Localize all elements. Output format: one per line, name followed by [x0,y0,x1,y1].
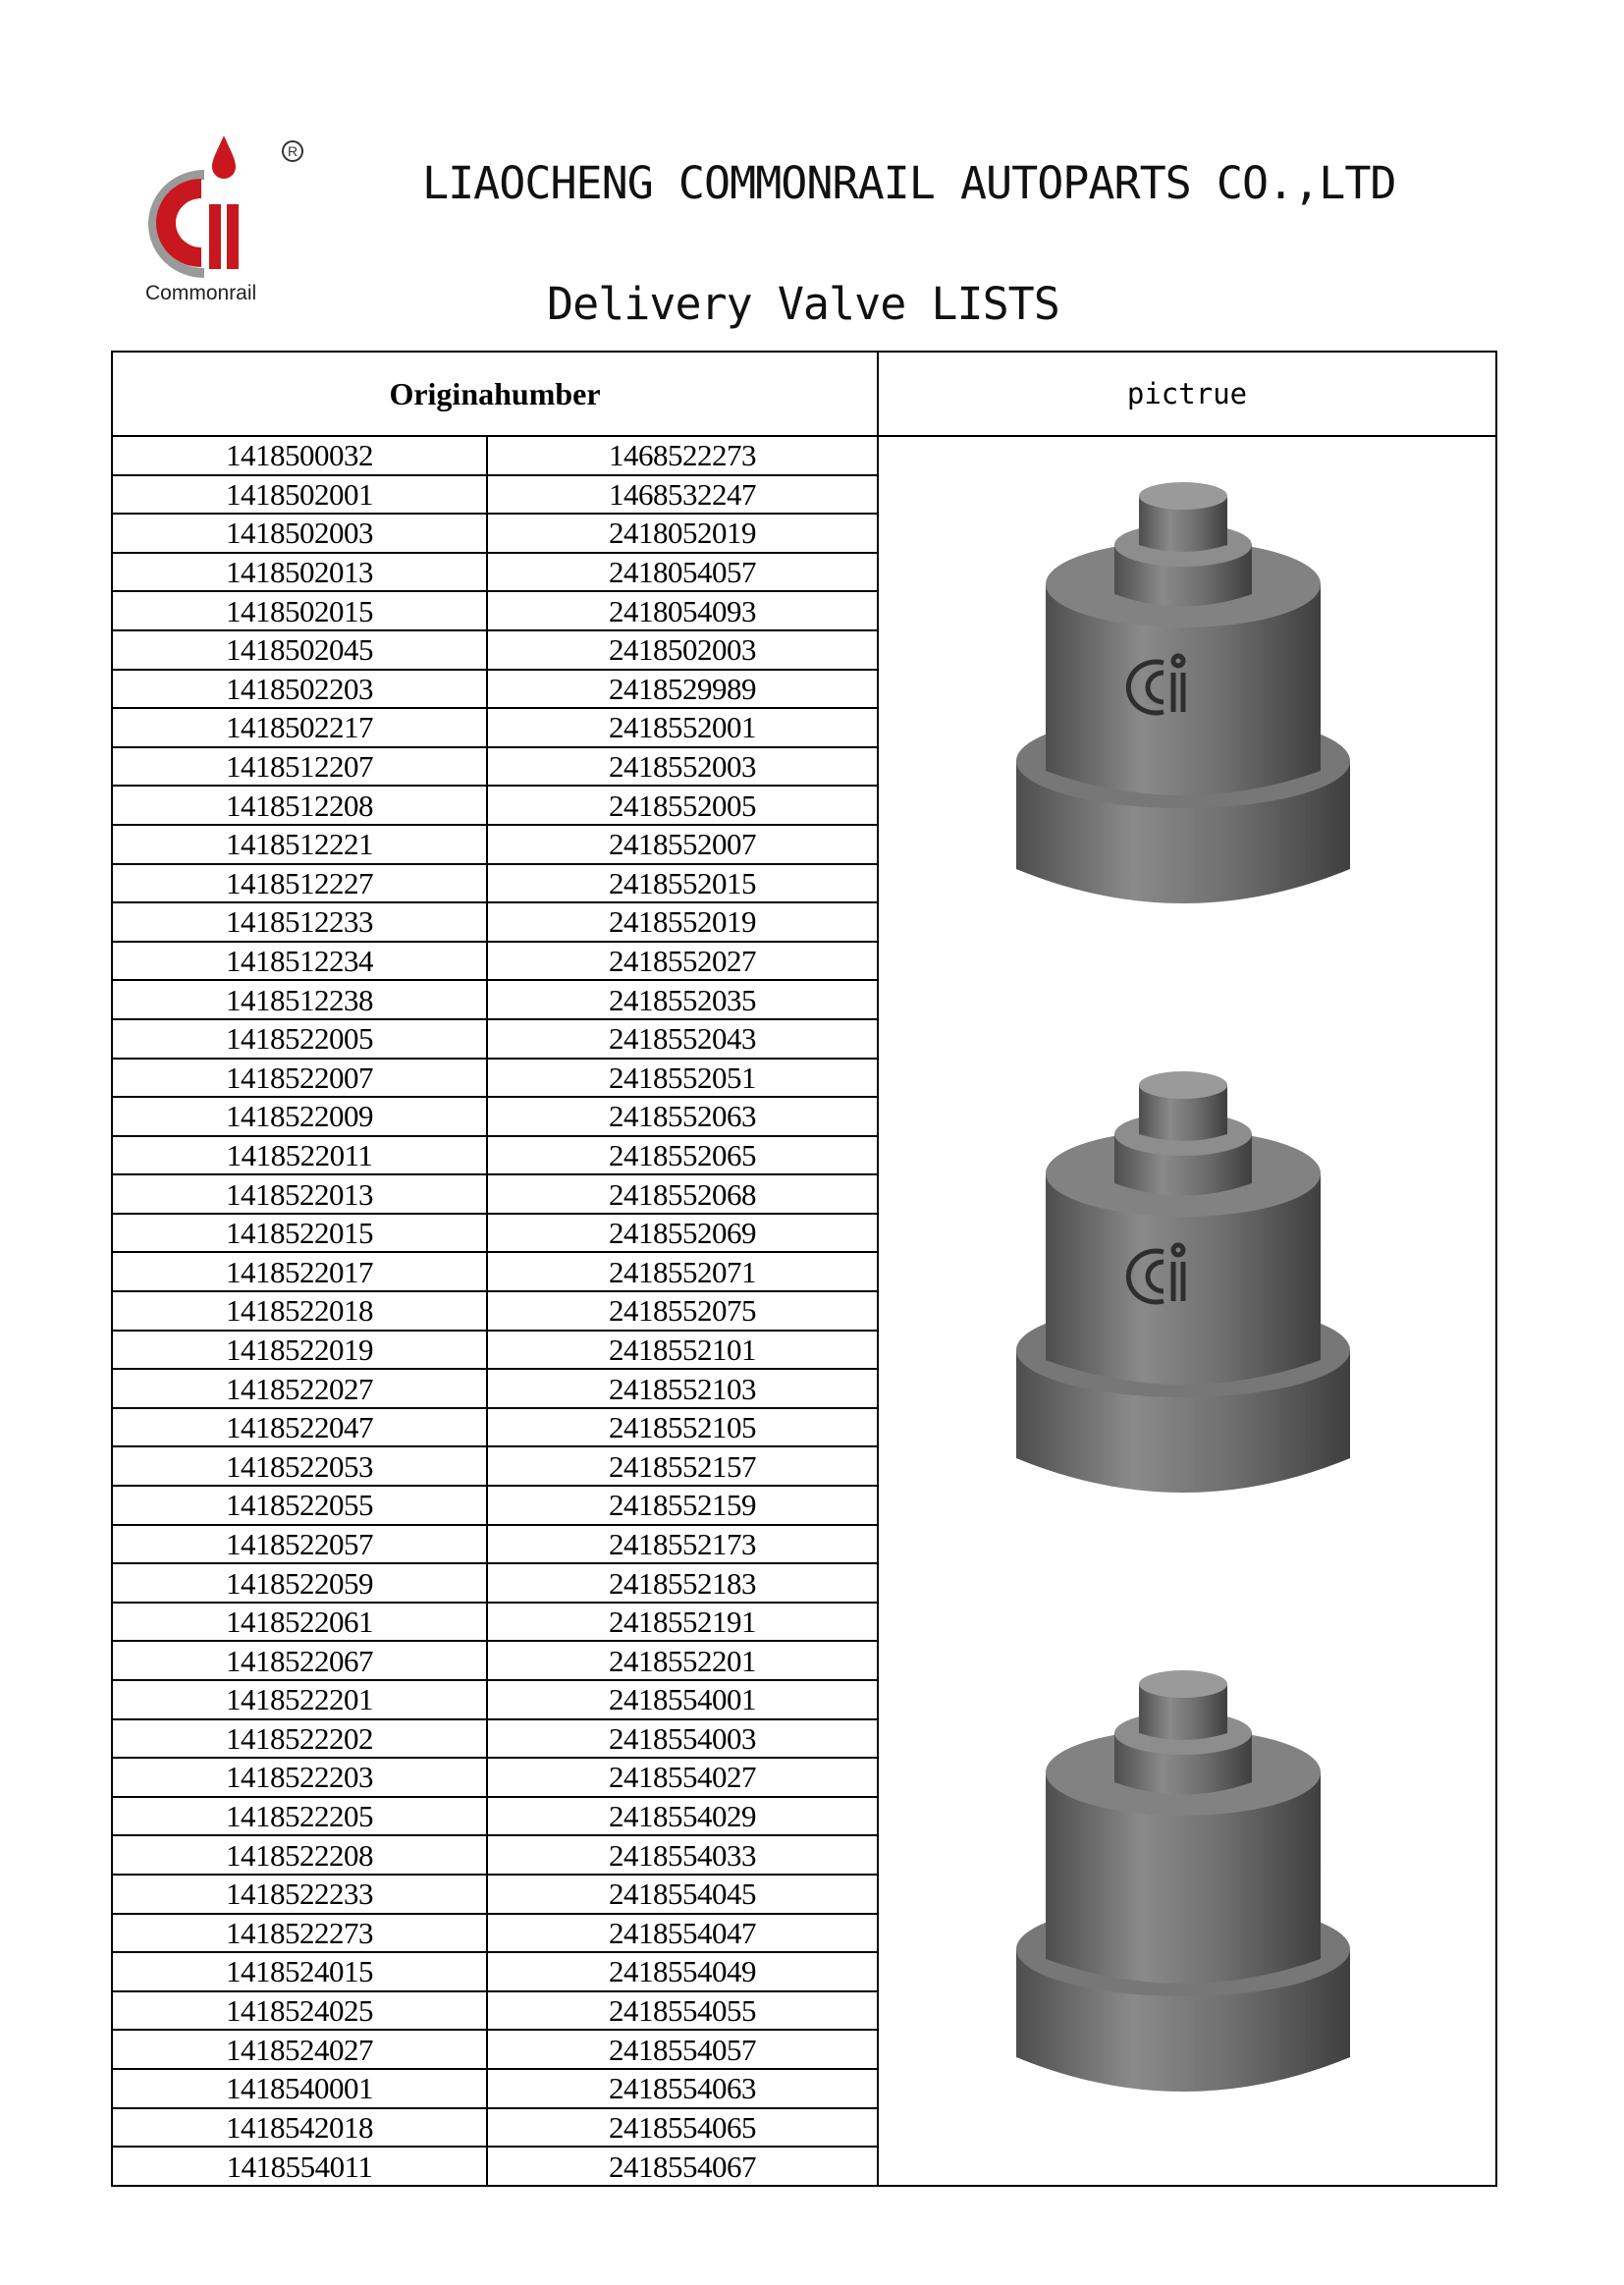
part-number-left: 1418522017 [112,1252,487,1291]
company-logo [111,118,307,309]
part-number-right: 2418552071 [487,1252,878,1291]
part-number-left: 1418522055 [112,1486,487,1525]
part-number-left: 1418502045 [112,630,487,670]
column-header-picture: pictrue [878,352,1496,436]
part-number-right: 2418052019 [487,514,878,553]
part-number-right: 2418554047 [487,1914,878,1953]
part-number-right: 2418502003 [487,630,878,670]
part-number-left: 1418524015 [112,1952,487,1991]
part-number-right: 2418552063 [487,1097,878,1136]
part-number-right: 2418054093 [487,591,878,630]
part-number-right: 2418552069 [487,1214,878,1253]
part-number-left: 1418522059 [112,1563,487,1603]
part-number-left: 1418522273 [112,1914,487,1953]
part-number-right: 2418554001 [487,1680,878,1719]
part-number-left: 1418502203 [112,670,487,709]
part-number-left: 1418512227 [112,864,487,903]
part-number-right: 2418554067 [487,2147,878,2186]
part-number-left: 1418512234 [112,942,487,981]
part-number-left: 1418522067 [112,1641,487,1680]
part-number-left: 1418522005 [112,1019,487,1059]
part-number-right: 2418552015 [487,864,878,903]
part-number-right: 2418552003 [487,747,878,787]
part-number-left: 1418522011 [112,1136,487,1175]
part-number-right: 1468522273 [487,436,878,475]
part-number-right: 2418054057 [487,553,878,592]
part-number-left: 1418522053 [112,1446,487,1486]
part-number-right: 2418552065 [487,1136,878,1175]
part-number-right: 2418554029 [487,1797,878,1836]
part-number-right: 2418554045 [487,1875,878,1914]
part-number-left: 1418502013 [112,553,487,592]
part-number-left: 1418502001 [112,475,487,515]
part-number-left: 1418522205 [112,1797,487,1836]
part-number-right: 2418552075 [487,1291,878,1331]
part-number-right: 2418552005 [487,786,878,825]
part-number-left: 1418512207 [112,747,487,787]
picture-cell [878,436,1496,2186]
part-number-right: 2418552001 [487,708,878,747]
part-number-left: 1418522013 [112,1174,487,1214]
part-number-right: 2418552183 [487,1563,878,1603]
valve-image-1 [1006,476,1360,948]
part-number-right: 2418554003 [487,1719,878,1759]
part-number-left: 1418500032 [112,436,487,475]
part-number-right: 2418554065 [487,2108,878,2148]
svg-text:R: R [287,143,298,159]
part-number-right: 2418552051 [487,1059,878,1098]
part-number-left: 1418524027 [112,2030,487,2069]
part-number-left: 1418512238 [112,980,487,1019]
part-number-left: 1418522047 [112,1408,487,1447]
valve-pictures [879,437,1495,2185]
part-number-left: 1418522233 [112,1875,487,1914]
part-number-right: 2418554057 [487,2030,878,2069]
part-number-right: 2418552019 [487,902,878,942]
part-number-left: 1418522202 [112,1719,487,1759]
column-header-original-number: Originahumber [112,352,878,436]
logo-wordmark: Commonrail [145,282,257,304]
part-number-left: 1418524025 [112,1991,487,2031]
company-name: LIAOCHENG COMMONRAIL AUTOPARTS CO.,LTD [422,157,1396,209]
part-number-right: 2418554033 [487,1835,878,1875]
part-number-left: 1418522018 [112,1291,487,1331]
part-number-left: 1418522009 [112,1097,487,1136]
part-number-right: 2418552035 [487,980,878,1019]
part-number-right: 2418552103 [487,1369,878,1408]
part-number-right: 2418552157 [487,1446,878,1486]
part-number-left: 1418502003 [112,514,487,553]
part-number-left: 1418522015 [112,1214,487,1253]
part-number-left: 1418512208 [112,786,487,825]
delivery-valve-table [111,351,1497,2187]
part-number-left: 1418522203 [112,1758,487,1797]
part-number-right: 2418552068 [487,1174,878,1214]
part-number-left: 1418542018 [112,2108,487,2148]
part-number-left: 1418522019 [112,1331,487,1370]
part-number-right: 2418552101 [487,1331,878,1370]
part-number-right: 2418552173 [487,1525,878,1564]
part-number-right: 2418554027 [487,1758,878,1797]
part-number-right: 2418554063 [487,2069,878,2108]
part-number-left: 1418512221 [112,825,487,864]
part-number-left: 1418522007 [112,1059,487,1098]
part-number-right: 2418554049 [487,1952,878,1991]
part-number-left: 1418512233 [112,902,487,942]
part-number-left: 1418522027 [112,1369,487,1408]
part-number-right: 2418552191 [487,1603,878,1642]
table-row [112,436,1496,475]
part-number-right: 1468532247 [487,475,878,515]
document-title: Delivery Valve LISTS [547,278,1059,330]
table-body [112,436,1496,2186]
part-number-left: 1418522061 [112,1603,487,1642]
part-number-left: 1418522201 [112,1680,487,1719]
part-number-right: 2418552159 [487,1486,878,1525]
valve-image-2 [1006,1065,1360,1537]
part-number-right: 2418552201 [487,1641,878,1680]
part-number-left: 1418522208 [112,1835,487,1875]
part-number-left: 1418502217 [112,708,487,747]
part-number-left: 1418502015 [112,591,487,630]
part-number-right: 2418554055 [487,1991,878,2031]
part-number-left: 1418540001 [112,2069,487,2108]
part-number-right: 2418552007 [487,825,878,864]
logo-mark-icon [111,118,307,309]
part-number-right: 2418552027 [487,942,878,981]
part-number-left: 1418522057 [112,1525,487,1564]
part-number-right: 2418529989 [487,670,878,709]
part-number-right: 2418552105 [487,1408,878,1447]
valve-image-3 [1006,1664,1360,2136]
table-header-row [112,352,1496,436]
part-number-right: 2418552043 [487,1019,878,1059]
part-number-left: 1418554011 [112,2147,487,2186]
